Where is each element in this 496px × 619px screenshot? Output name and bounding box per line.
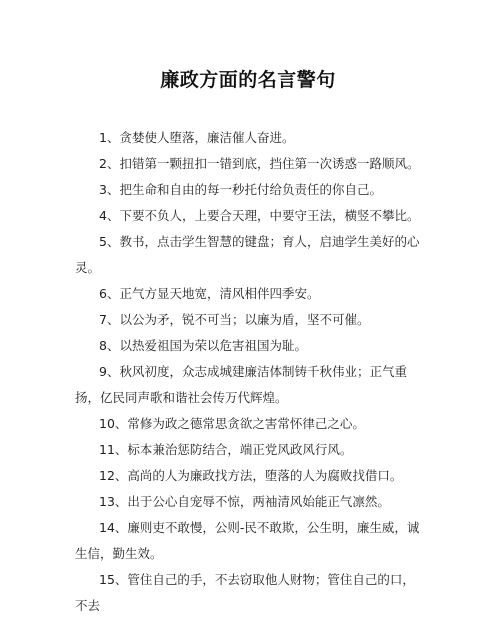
list-item: 13、出于公心自宠辱不惊，两袖清风始能正气凛然。	[99, 494, 390, 509]
list-item: 6、正气方显天地宽，清风相伴四季安。	[99, 286, 320, 301]
list-item: 4、下要不负人，上要合天理，中要守王法，横竖不攀比。	[99, 208, 420, 223]
list-item: 1、贪婪使人堕落，廉洁催人奋进。	[99, 130, 295, 145]
list-item: 3、把生命和自由的每一秒托付给负责任的你自己。	[99, 182, 382, 197]
list-item: 9、秋风初度，众志成城建廉洁体制铸千秋伟业；正气重扬，亿民同声歌和谐社会传万代辉煌。	[75, 364, 407, 405]
list-item: 8、以热爱祖国为荣以危害祖国为耻。	[99, 338, 307, 353]
list-item: 7、以公为矛，锐不可当；以廉为盾，坚不可催。	[99, 312, 370, 327]
list-item: 2、扣错第一颗扭扣一错到底，挡住第一次诱惑一路顺风。	[99, 156, 420, 171]
list-item: 5、教书，点击学生智慧的键盘；育人，启迪学生美好的心灵。	[75, 234, 420, 275]
list-item: 11、标本兼治惩防结合，端正党风政风行风。	[99, 442, 353, 457]
list-item: 14、廉则吏不敢慢，公则-民不敢欺，公生明，廉生威，诚生信，勤生效。	[75, 520, 420, 561]
list-item: 15、管住自己的手，不去窃取他人财物；管住自己的口，不去	[75, 572, 415, 613]
document-title: 廉政方面的名言警句	[160, 69, 336, 91]
list-item: 10、常修为政之德常思贪欲之害常怀律己之心。	[99, 416, 365, 431]
list-item: 12、高尚的人为廉政找方法，堕落的人为腐败找借口。	[99, 468, 403, 483]
quote-list	[75, 125, 425, 619]
